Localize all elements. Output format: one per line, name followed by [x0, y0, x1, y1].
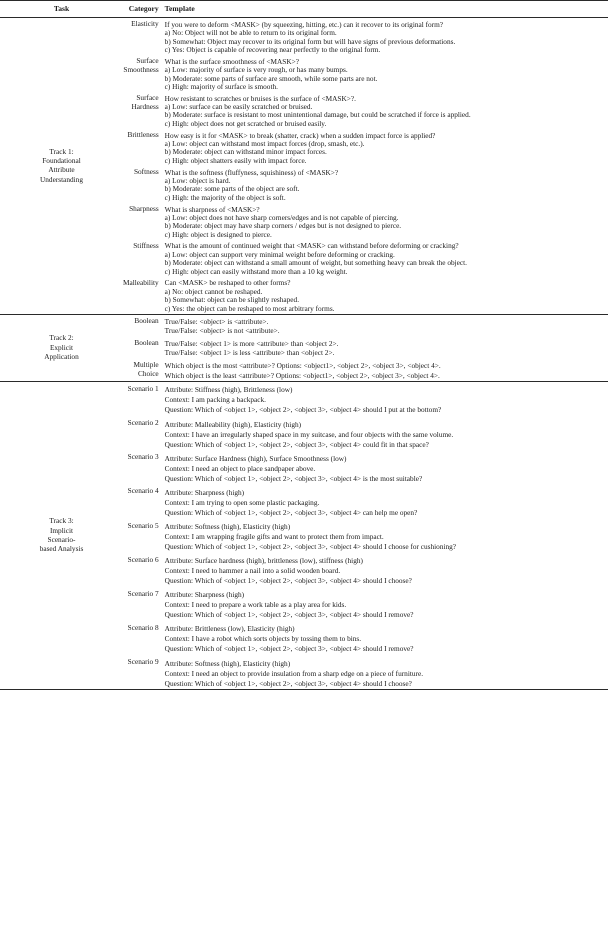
template-line: Question: Which of <object 1>, <object 2>, <object 3>, <object 4> should I choose?: [164, 678, 412, 688]
category-label-line: Scenario 5: [127, 520, 159, 530]
category-label-line: Scenario 8: [127, 623, 159, 633]
template-cell: [159, 655, 608, 690]
category-cell: [123, 519, 159, 553]
task-group-label: [0, 18, 123, 314]
template-line: b) Somewhat: object can be slightly reshaped.: [164, 295, 300, 305]
rule-bottom: [0, 690, 608, 691]
category-label-line: Scenario 1: [127, 384, 159, 394]
table-header: [0, 1, 608, 19]
task-label-line: Implicit: [49, 525, 74, 535]
template-line: Which object is the least <attribute>? Options: <object1>, <object 2>, <object 3>, <object 4>.: [164, 370, 440, 380]
template-line: Which object is the most <attribute>? Options: <object1>, <object 2>, <object 3>, <object 4>.: [164, 361, 441, 371]
template-line: How easy is it for <MASK> to break (shatter, crack) when a sudden impact force is applied?: [164, 130, 436, 140]
template-line: What is the surface smoothness of <MASK>?: [164, 56, 299, 66]
template-line: What is sharpness of <MASK>?: [164, 204, 260, 214]
task-label-line: Scenario-: [47, 535, 76, 545]
category-cell: [123, 655, 159, 690]
template-cell: [159, 315, 608, 337]
template-line: Attribute: Sharpness (high): [164, 487, 245, 497]
template-line: c) High: object does not get scratched or bruised easily.: [164, 118, 327, 128]
template-cell: [159, 277, 608, 314]
template-line: b) Moderate: surface is resistant to most unintentional damage, but could be scratched if force is applied.: [164, 110, 471, 120]
template-line: Context: I have an irregularly shaped space in my suitcase, and four objects with the same volume.: [164, 429, 454, 439]
template-line: a) Low: object can withstand most impact forces (drop, smash, etc.).: [164, 139, 365, 149]
category-label-line: Boolean: [134, 315, 159, 325]
template-line: a) Low: object can support very minimal weight before deforming or cracking.: [164, 249, 395, 259]
template-line: c) Yes: the object can be reshaped to most arbitrary forms.: [164, 303, 335, 313]
template-cell: [159, 416, 608, 450]
category-cell: [123, 277, 159, 314]
template-line: Attribute: Surface hardness (high), brittleness (low), stiffness (high): [164, 556, 363, 566]
template-line: Question: Which of <object 1>, <object 2>, <object 3>, <object 4> should I put at the bottom?: [164, 405, 442, 415]
template-cell: [159, 587, 608, 621]
category-label-line: Hardness: [131, 102, 159, 112]
template-line: Attribute: Malleability (high), Elasticity (high): [164, 419, 302, 429]
template-cell: [159, 519, 608, 553]
template-line: True/False: <object> is <attribute>.: [164, 316, 269, 326]
task-label-line: Attribute: [48, 165, 75, 175]
template-line: a) Low: object is hard.: [164, 175, 231, 185]
template-cell: [159, 129, 608, 166]
template-line: b) Moderate: some parts of the object are soft.: [164, 184, 300, 194]
header-task: Task: [53, 4, 70, 13]
template-cell: [159, 359, 608, 382]
category-label-line: Scenario 2: [127, 418, 159, 428]
template-line: a) No: Object will not be able to return to its original form.: [164, 28, 337, 38]
category-label-line: Scenario 9: [127, 657, 159, 667]
category-label-line: Multiple: [133, 360, 159, 370]
table-row: [0, 18, 608, 55]
template-line: b) Moderate: object can withstand minor impact forces.: [164, 147, 327, 157]
table-body: [0, 18, 608, 690]
category-label-line: Scenario 4: [127, 486, 159, 496]
category-cell: [123, 18, 159, 55]
template-line: Question: Which of <object 1>, <object 2>, <object 3>, <object 4> should I choose for cushioning?: [164, 541, 457, 551]
template-line: What is the softness (fluffyness, squishiness) of <MASK>?: [164, 167, 339, 177]
template-line: c) High: object can easily withstand more than a 10 kg weight.: [164, 266, 348, 276]
template-line: a) Low: majority of surface is very rough, or has many bumps.: [164, 65, 348, 75]
task-label-line: Explicit: [49, 342, 74, 352]
template-cell: [159, 553, 608, 587]
template-line: How resistant to scratches or bruises is the surface of <MASK>?.: [164, 93, 356, 103]
table-row: [0, 382, 608, 416]
template-line: c) Yes: Object is capable of recovering near perfectly to the original form.: [164, 45, 381, 54]
category-label-line: Scenario 7: [127, 588, 159, 598]
category-cell: [123, 315, 159, 337]
template-cell: [159, 484, 608, 518]
category-label-line: Surface: [136, 56, 159, 66]
task-label-line: Track 3:: [49, 516, 74, 526]
template-line: Context: I need to prepare a work table as a play area for kids.: [164, 600, 347, 610]
template-line: True/False: <object 1> is more <attribute> than <object 2>.: [164, 338, 339, 348]
category-label-line: Scenario 3: [127, 452, 159, 462]
template-cell: [159, 166, 608, 203]
template-cell: [159, 450, 608, 484]
task-label-line: Track 1:: [49, 146, 74, 156]
template-line: Question: Which of <object 1>, <object 2>, <object 3>, <object 4> can help me open?: [164, 507, 418, 517]
task-label-line: Track 2:: [49, 333, 74, 343]
category-label-line: Choice: [138, 369, 159, 379]
template-line: Question: Which of <object 1>, <object 2>, <object 3>, <object 4> is the most suitable?: [164, 473, 423, 483]
category-label-line: Boolean: [134, 338, 159, 348]
category-cell: [123, 450, 159, 484]
template-line: Question: Which of <object 1>, <object 2>, <object 3>, <object 4> could fit in that space?: [164, 439, 429, 449]
task-label-line: Understanding: [40, 174, 83, 184]
template-line: Question: Which of <object 1>, <object 2>, <object 3>, <object 4> should I remove?: [164, 644, 414, 654]
category-cell: [123, 587, 159, 621]
template-line: True/False: <object> is not <attribute>.: [164, 326, 280, 336]
template-line: Context: I am packing a backpack.: [164, 395, 266, 405]
template-cell: [159, 55, 608, 92]
template-cell: [159, 240, 608, 277]
template-line: Context: I am wrapping fragile gifts and want to protect them from impact.: [164, 531, 384, 541]
template-line: Attribute: Softness (high), Elasticity (high): [164, 658, 291, 668]
template-line: Question: Which of <object 1>, <object 2>, <object 3>, <object 4> should I choose?: [164, 576, 412, 586]
header-template: Template: [164, 4, 195, 13]
template-line: Context: I have a robot which sorts objects by tossing them to bins.: [164, 634, 362, 644]
template-line: Attribute: Surface Hardness (high), Surface Smoothness (low): [164, 453, 347, 463]
template-line: Context: I need to hammer a nail into a solid wooden board.: [164, 566, 341, 576]
template-line: Context: I am trying to open some plastic packaging.: [164, 497, 320, 507]
template-line: Question: Which of <object 1>, <object 2>, <object 3>, <object 4> should I remove?: [164, 610, 414, 620]
category-cell: [123, 337, 159, 359]
template-line: c) High: majority of surface is smooth.: [164, 81, 278, 91]
category-label-line: Softness: [133, 167, 159, 177]
template-line: Context: I need an object to provide insulation from a sharp edge on a piece of furniture.: [164, 668, 424, 678]
category-label-line: Surface: [136, 93, 159, 103]
template-cell: [159, 382, 608, 416]
template-line: If you were to deform <MASK> (by squeezing, hitting, etc.) can it recover to its original form?: [164, 19, 444, 29]
category-label-line: Scenario 6: [127, 554, 159, 564]
template-line: Attribute: Stiffness (high), Brittleness (low): [164, 385, 293, 395]
category-cell: [123, 359, 159, 382]
template-line: True/False: <object 1> is less <attribute> than <object 2>.: [164, 348, 335, 358]
category-cell: [123, 621, 159, 655]
template-line: b) Somewhat: Object may recover to its original form but will have signs of previous deformations.: [164, 36, 456, 46]
template-line: Attribute: Softness (high), Elasticity (high): [164, 521, 291, 531]
table-row: [0, 315, 608, 337]
template-line: Attribute: Brittleness (low), Elasticity (high): [164, 624, 295, 634]
template-line: c) High: object is designed to pierce.: [164, 229, 272, 239]
template-line: a) Low: object does not have sharp corners/edges and is not capable of piercing.: [164, 212, 399, 222]
template-line: a) Low: surface can be easily scratched or bruised.: [164, 102, 313, 112]
category-cell: [123, 484, 159, 518]
header-category: Category: [128, 4, 159, 13]
category-label-line: Smoothness: [123, 65, 159, 75]
category-cell: [123, 92, 159, 129]
category-cell: [123, 203, 159, 240]
template-line: a) No: object cannot be reshaped.: [164, 286, 263, 296]
category-cell: [123, 382, 159, 416]
task-group-label: [0, 382, 123, 690]
header-row: [0, 1, 608, 18]
category-cell: [123, 240, 159, 277]
category-label-line: Malleability: [123, 277, 159, 287]
template-line: Can <MASK> be reshaped to other forms?: [164, 278, 291, 288]
template-line: b) Moderate: object can withstand a small amount of weight, but something heavy can break the object.: [164, 258, 467, 268]
category-cell: [123, 416, 159, 450]
task-label-line: based Analysis: [39, 544, 84, 554]
category-cell: [123, 129, 159, 166]
template-line: What is the amount of continued weight that <MASK> can withstand before deforming or cracking?: [164, 241, 459, 251]
template-cell: [159, 203, 608, 240]
task-label-line: Foundational: [42, 155, 81, 165]
template-cell: [159, 337, 608, 359]
category-label-line: Brittleness: [127, 130, 159, 140]
category-label-line: Elasticity: [131, 19, 159, 29]
template-line: b) Moderate: some parts of surface are smooth, while some parts are not.: [164, 73, 378, 83]
template-cell: [159, 92, 608, 129]
task-label-line: Application: [44, 351, 79, 361]
category-label-line: Sharpness: [129, 203, 159, 213]
template-line: Context: I need an object to place sandpaper above.: [164, 463, 316, 473]
category-label-line: Stiffness: [133, 240, 159, 250]
template-cell: [159, 621, 608, 655]
template-line: Attribute: Sharpness (high): [164, 590, 245, 600]
template-cell: [159, 18, 608, 55]
template-line: b) Moderate: object may have sharp corners / edges but is not designed to pierce.: [164, 221, 402, 231]
template-line: c) High: the majority of the object is soft.: [164, 192, 286, 202]
task-group-label: [0, 315, 123, 382]
category-cell: [123, 55, 159, 92]
template-line: c) High: object shatters easily with impact force.: [164, 155, 307, 165]
category-cell: [123, 166, 159, 203]
category-cell: [123, 553, 159, 587]
